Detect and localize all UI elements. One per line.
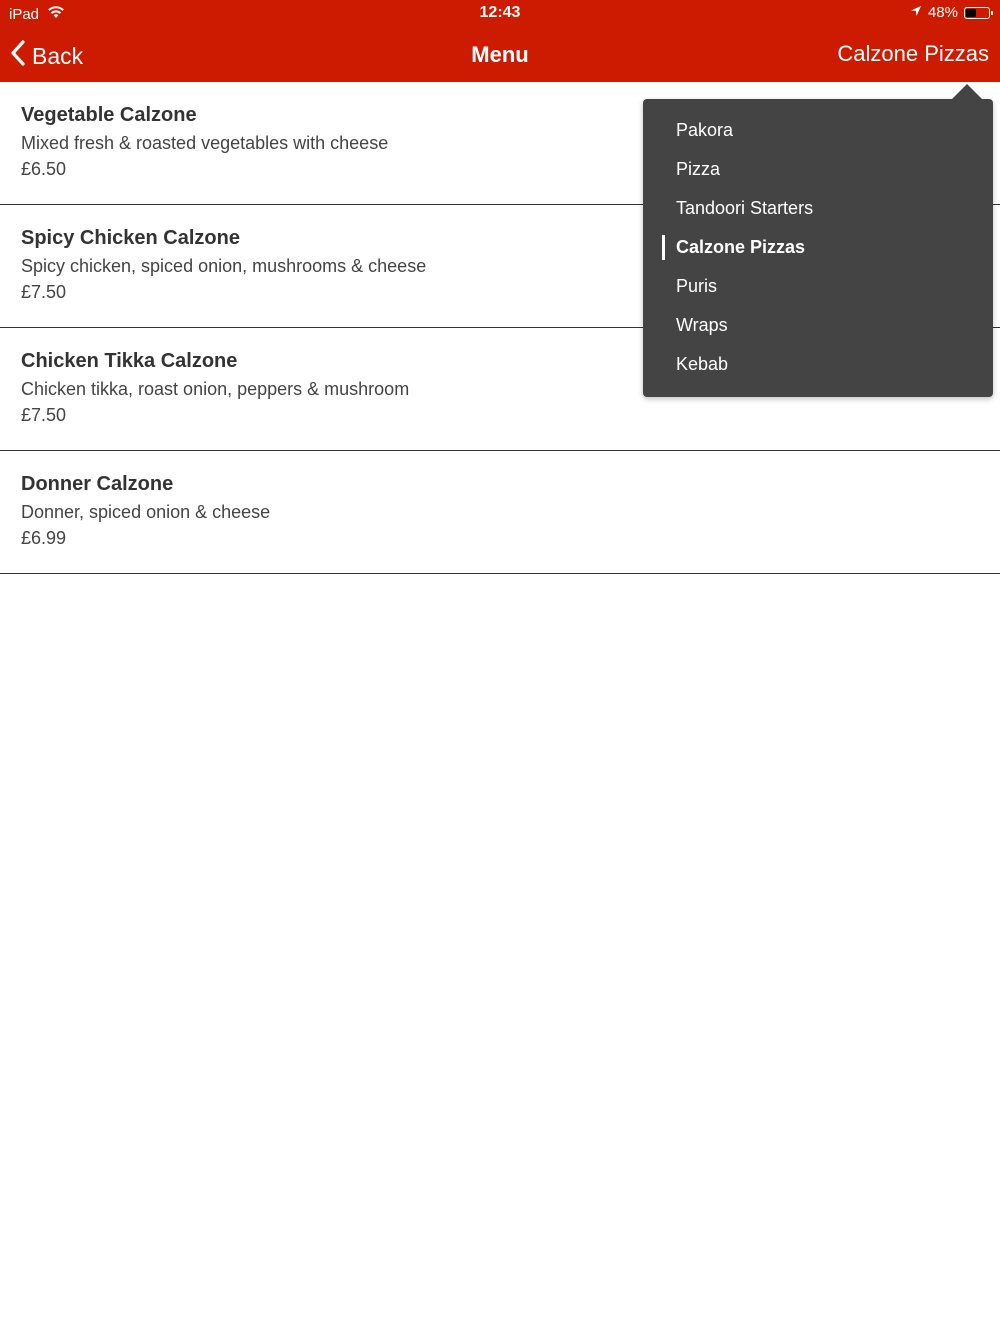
- status-bar: [0, 0, 1000, 28]
- category-item-tandoori-starters[interactable]: Tandoori Starters: [676, 198, 814, 218]
- menu-item-name: Vegetable Calzone: [21, 104, 197, 126]
- battery-percent: 48%: [927, 4, 958, 21]
- category-list: [643, 99, 993, 384]
- menu-item-price: £6.99: [21, 528, 67, 548]
- page-title: Menu: [471, 42, 529, 67]
- menu-item-description: Mixed fresh & roasted vegetables with cheese: [21, 133, 389, 153]
- menu-item[interactable]: [0, 451, 1000, 574]
- battery-fill: [966, 9, 976, 17]
- top-bar: [0, 0, 1000, 82]
- category-item-kebab[interactable]: Kebab: [676, 354, 729, 374]
- menu-item-description: Donner, spiced onion & cheese: [21, 502, 271, 522]
- menu-item-name: Spicy Chicken Calzone: [21, 227, 240, 249]
- category-item-puris[interactable]: Puris: [676, 276, 718, 296]
- device-label: iPad: [9, 5, 40, 23]
- status-time: 12:43: [479, 4, 521, 21]
- menu-item-price: £6.50: [21, 159, 67, 179]
- menu-item-description: Chicken tikka, roast onion, peppers & mushroom: [21, 379, 410, 399]
- category-item-calzone-pizzas[interactable]: Calzone Pizzas: [643, 228, 993, 267]
- category-selector-button[interactable]: Calzone Pizzas: [837, 41, 989, 66]
- category-item-wraps[interactable]: Wraps: [676, 315, 728, 335]
- category-popover: [643, 99, 993, 397]
- category-item-pizza[interactable]: Pizza: [676, 159, 721, 179]
- menu-item-price: £7.50: [21, 405, 67, 425]
- menu-item-name: Donner Calzone: [21, 473, 174, 495]
- status-right: [910, 4, 990, 21]
- battery-icon: [964, 7, 990, 19]
- menu-item-description: Spicy chicken, spiced onion, mushrooms & cheese: [21, 256, 427, 276]
- navigation-bar: [0, 28, 1000, 82]
- menu-item-price: £7.50: [21, 282, 67, 302]
- back-label: Back: [32, 42, 84, 69]
- location-arrow-icon: [910, 4, 922, 21]
- popover-arrow: [952, 84, 982, 99]
- category-item-pakora[interactable]: Pakora: [676, 120, 734, 140]
- menu-item-name: Chicken Tikka Calzone: [21, 350, 238, 372]
